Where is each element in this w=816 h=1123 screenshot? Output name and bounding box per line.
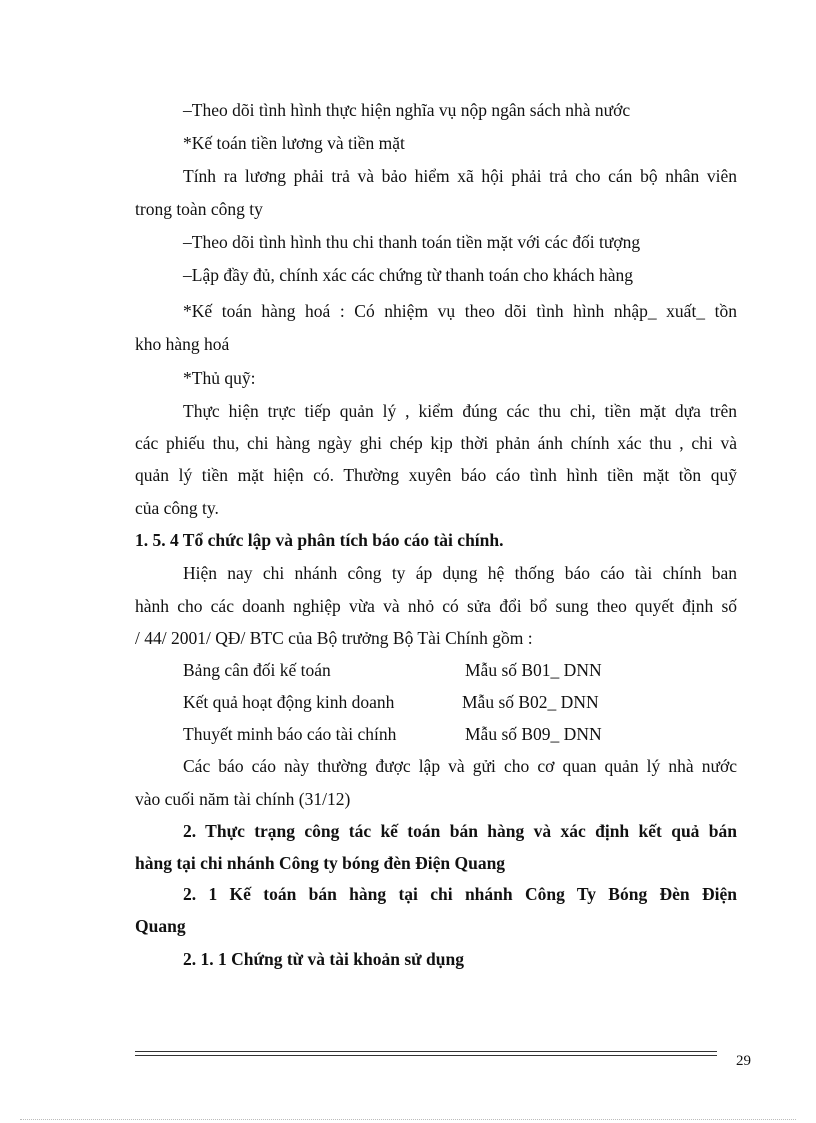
paragraph-reports-line1: Hiện nay chi nhánh công ty áp dụng hệ thống báo cáo tài chính ban	[183, 563, 737, 583]
paragraph-goods-line1: *Kế toán hàng hoá : Có nhiệm vụ theo dõi tình hình nhập_ xuất_ tồn	[183, 301, 737, 321]
paragraph-treasurer-line2: các phiếu thu, chi hàng ngày ghi chép kịp thời phản ánh chính xác thu , chi và	[135, 433, 737, 453]
section-heading-2-line1: 2. Thực trạng công tác kế toán bán hàng và xác định kết quả bán	[183, 821, 737, 841]
paragraph-salary-line2: trong toàn công ty	[135, 199, 263, 219]
paragraph-salary-line1: Tính ra lương phải trả và bảo hiểm xã hội phải trả cho cán bộ nhân viên	[183, 166, 737, 186]
form-name-balance-sheet: Bảng cân đối kế toán	[183, 660, 331, 680]
paragraph-reports-line3: / 44/ 2001/ QĐ/ BTC của Bộ trưởng Bộ Tài Chính gồm :	[135, 628, 533, 648]
section-heading-2-1-1: 2. 1. 1 Chứng từ và tài khoản sử dụng	[183, 949, 464, 969]
form-code-b09: Mẫu số B09_ DNN	[465, 724, 602, 744]
paragraph-submission-line2: vào cuối năm tài chính (31/12)	[135, 789, 351, 809]
paragraph-treasurer-line3: quản lý tiền mặt hiện có. Thường xuyên báo cáo tình hình tiền mặt tồn quỹ	[135, 465, 737, 485]
paragraph-salary-cash-title: *Kế toán tiền lương và tiền mặt	[183, 133, 405, 153]
section-heading-2-line2: hàng tại chi nhánh Công ty bóng đèn Điện Quang	[135, 853, 506, 873]
paragraph-budget-obligation: –Theo dõi tình hình thực hiện nghĩa vụ nộp ngân sách nhà nước	[183, 100, 631, 120]
form-name-income-statement: Kết quả hoạt động kinh doanh	[183, 692, 395, 712]
form-code-b01: Mẫu số B01_ DNN	[465, 660, 602, 680]
paragraph-treasurer-line1: Thực hiện trực tiếp quản lý , kiểm đúng các thu chi, tiền mặt dựa trên	[183, 401, 737, 421]
section-heading-1-5-4: 1. 5. 4 Tổ chức lập và phân tích báo cáo tài chính.	[135, 530, 504, 550]
paragraph-vouchers: –Lập đầy đủ, chính xác các chứng từ thanh toán cho khách hàng	[183, 265, 633, 285]
section-heading-2-1-line1: 2. 1 Kế toán bán hàng tại chi nhánh Công Ty Bóng Đèn Điện	[183, 884, 737, 904]
form-code-b02: Mẫu số B02_ DNN	[462, 692, 599, 712]
footer-double-rule	[135, 1051, 717, 1056]
paragraph-goods-line2: kho hàng hoá	[135, 334, 230, 354]
page-number: 29	[736, 1053, 751, 1069]
paragraph-cash-tracking: –Theo dõi tình hình thu chi thanh toán tiền mặt với các đối tượng	[183, 232, 641, 252]
paragraph-treasurer-line4: của công ty.	[135, 498, 219, 518]
page-bottom-border	[20, 1119, 796, 1120]
section-heading-2-1-line2: Quang	[135, 916, 186, 936]
paragraph-submission-line1: Các báo cáo này thường được lập và gửi cho cơ quan quản lý nhà nước	[183, 756, 737, 776]
paragraph-treasurer-title: *Thủ quỹ:	[183, 368, 256, 388]
paragraph-reports-line2: hành cho các doanh nghiệp vừa và nhỏ có sửa đổi bổ sung theo quyết định số	[135, 596, 737, 616]
form-name-notes: Thuyết minh báo cáo tài chính	[183, 724, 397, 744]
